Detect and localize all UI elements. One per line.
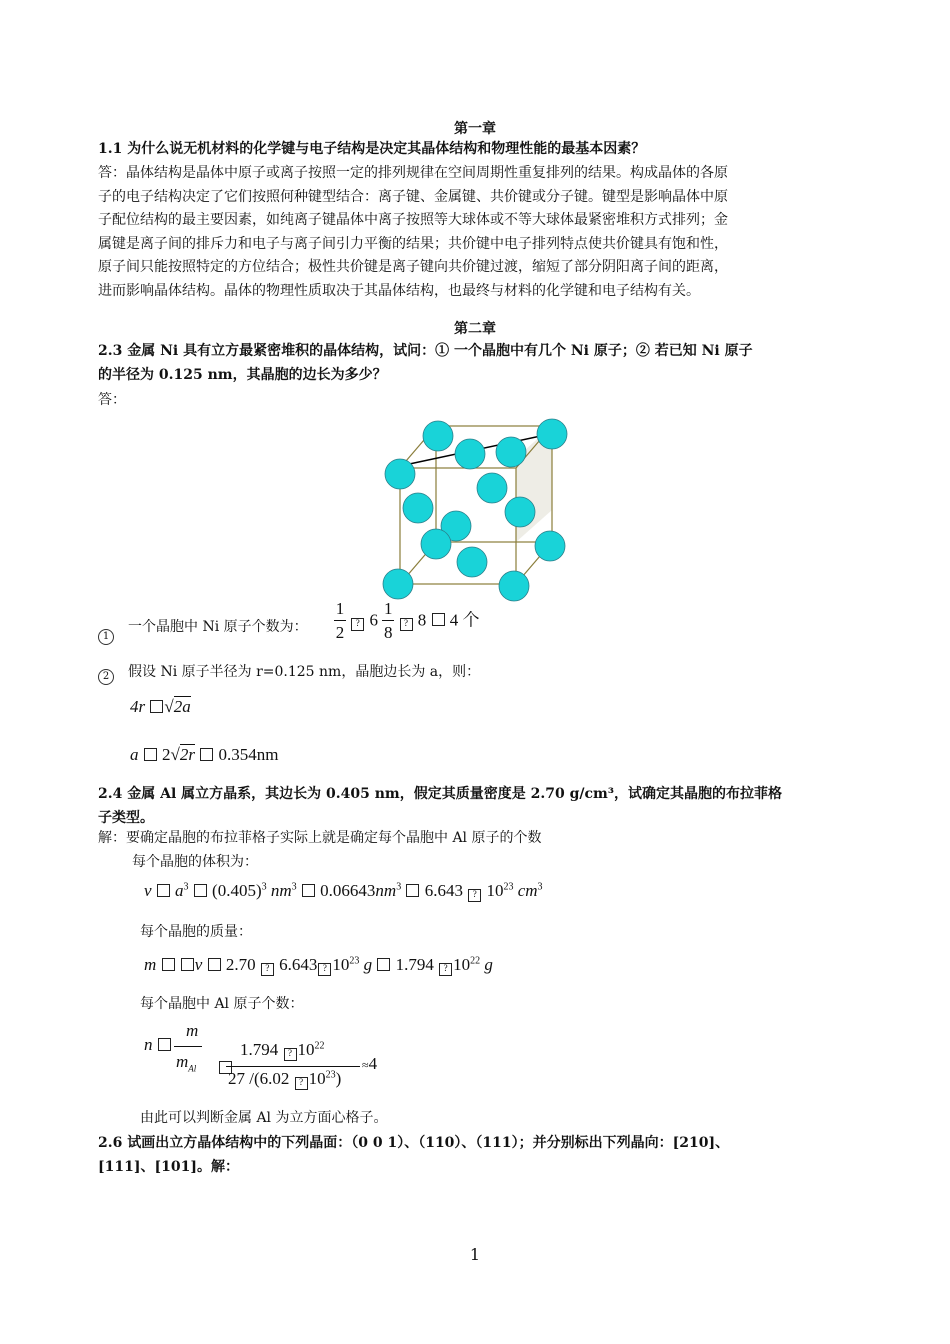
circle-number-1: 1 <box>98 629 114 645</box>
numerator: 1 <box>384 599 393 618</box>
equation-term: 10 <box>308 1069 326 1088</box>
unknown-glyph-icon: ? <box>400 618 413 631</box>
equation-term: n <box>144 1035 153 1054</box>
count-frac2-denominator: 27 /(6.02 ? $10^{23}$) <box>228 1069 342 1088</box>
unknown-glyph-icon: ? <box>351 618 364 631</box>
equation-term: a <box>130 745 139 764</box>
unit: cm <box>517 881 538 900</box>
answer-line: 子配位结构的最主要因素，如纯离子键晶体中离子按照等大球体或不等大球体最紧密堆积方式排列；金 <box>98 212 728 229</box>
ni-atom <box>499 571 529 601</box>
equals-glyph-icon <box>208 958 221 971</box>
answer-1-1 <box>98 162 858 304</box>
question-line: [111]、[101]。解： <box>98 1159 239 1175</box>
numerator: 1 <box>335 599 345 618</box>
equation-term: 6 <box>369 610 378 630</box>
unknown-glyph-icon: ? <box>468 889 481 902</box>
ni-atom <box>423 421 453 451</box>
answer-line: 原子间只能按照特定的方位结合；极性共价键是离子键向共价键过渡，缩短了部分阴阳离子间的距离， <box>98 259 728 276</box>
ni-atom <box>496 437 526 467</box>
question-2-3 <box>98 339 858 387</box>
equation-term: (0.405) <box>212 881 262 900</box>
mass-equation <box>144 955 493 976</box>
count-frac2-numerator <box>240 1040 325 1061</box>
ni-atom <box>535 531 565 561</box>
circle-number-2: 2 <box>98 669 114 685</box>
equation-result: 0.354nm <box>218 745 279 764</box>
fcc-unit-cell-figure <box>380 412 580 602</box>
question-line: 的半径为 0.125 nm，其晶胞的边长为多少？ <box>98 367 387 383</box>
equation-term: 1.794 <box>395 955 434 974</box>
unit: nm <box>375 881 397 900</box>
unit: g <box>363 955 373 974</box>
ni-atom <box>477 473 507 503</box>
equals-glyph-icon <box>194 884 207 897</box>
ni-atom <box>457 547 487 577</box>
chapter-1-heading: 第一章 <box>454 121 496 137</box>
unknown-glyph-icon: ? <box>439 963 452 976</box>
fraction-bar <box>174 1046 202 1047</box>
circled-mark-1 <box>98 624 114 645</box>
equation-term: a <box>175 881 184 900</box>
equation-result: 4 个 <box>449 610 480 630</box>
answer-line: 属键是离子间的排斥力和电子与离子间引力平衡的结果；共价键中电子排列特点使共价键具有饱和性， <box>98 235 728 252</box>
item-1-equation <box>334 598 480 645</box>
answer-line: 答：晶体结构是晶体中原子或离子按照一定的排列规律在空间周期性重复排列的结果。构成晶体的各原 <box>98 165 728 181</box>
equation-term: v <box>144 881 152 900</box>
conclusion-text: 由此可以判断金属 Al 为立方面心格子。 <box>140 1110 388 1126</box>
count-equation-lhs <box>144 1035 172 1055</box>
equation-term: m <box>186 1021 199 1040</box>
equation-term: m <box>176 1052 189 1071</box>
ni-atom <box>537 419 567 449</box>
equation-term: m <box>144 955 157 974</box>
equals-glyph-icon <box>200 748 213 761</box>
exponent: 23 <box>349 955 360 967</box>
question-line: 2.6 试画出立方晶体结构中的下列晶面：（0 0 1）、（110）、（111）；并分别标出下列晶向：[210]、 <box>98 1135 730 1151</box>
equation-term: v <box>194 955 203 974</box>
unit: g <box>484 955 493 974</box>
fraction-bar <box>226 1066 360 1067</box>
exponent: 22 <box>314 1040 325 1052</box>
unit: nm <box>270 881 292 900</box>
volume-label: 每个晶胞的体积为： <box>132 854 258 870</box>
circled-mark-2 <box>98 664 114 685</box>
fraction-one-eighth <box>382 598 394 645</box>
equation-4r: 4r √2a <box>130 697 191 716</box>
chapter-2-heading: 第二章 <box>454 321 496 337</box>
ni-atom <box>505 497 535 527</box>
equals-glyph-icon <box>144 748 157 761</box>
ni-atom <box>385 459 415 489</box>
denominator: 8 <box>384 623 393 642</box>
equation-term: 2r <box>179 745 195 764</box>
equals-glyph-icon <box>406 884 419 897</box>
equation-term: 6.643 <box>424 881 463 900</box>
mass-label: 每个晶胞的质量： <box>140 924 252 940</box>
unknown-glyph-icon: ? <box>284 1048 297 1061</box>
ni-atom <box>455 439 485 469</box>
equation-term: 27 /(6.02 <box>228 1069 290 1088</box>
subscript: Al <box>188 1063 197 1074</box>
equation-term: 4r <box>130 697 146 716</box>
equation-term: 2 <box>162 745 171 764</box>
equation-term: 1.794 <box>240 1040 279 1059</box>
equals-glyph-icon <box>158 1038 171 1051</box>
denominator: 2 <box>335 623 345 642</box>
equation-term: 10 <box>486 881 504 900</box>
question-2-6 <box>98 1131 858 1179</box>
equation-term: 0.06643 <box>320 881 376 900</box>
question-1-1: 1.1 为什么说无机材料的化学键与电子结构是决定其晶体结构和物理性能的最基本因素？ <box>98 141 646 157</box>
equation-term: 2.70 <box>225 955 256 974</box>
equals-glyph-icon <box>432 613 445 626</box>
item-1-text: 一个晶胞中 Ni 原子个数为： <box>128 619 308 635</box>
answer-line: 进而影响晶体结构。晶体的物理性质取决于其晶体结构，也最终与材料的化学键和电子结构有关。 <box>98 282 700 299</box>
exponent: 23 <box>325 1069 336 1081</box>
answer-label: 答： <box>98 392 126 408</box>
equals-glyph-icon <box>157 884 170 897</box>
count-label: 每个晶胞中 Al 原子个数： <box>140 996 304 1012</box>
equation-result: 4 <box>368 1054 378 1073</box>
count-frac-numerator <box>186 1021 198 1041</box>
ni-atom <box>421 529 451 559</box>
answer-2-4-intro: 解：要确定晶胞的布拉菲格子实际上就是确定每个晶胞中 Al 原子的个数 <box>98 830 542 846</box>
equals-glyph-icon <box>162 958 175 971</box>
equation-term: 6.643 <box>279 955 318 974</box>
question-line: 2.3 金属 Ni 具有立方最紧密堆积的晶体结构，试问：① 一个晶胞中有几个 Ni 原子；② 若已知 Ni 原子 <box>98 343 753 359</box>
exponent: 22 <box>470 955 481 967</box>
equation-term: 10 <box>453 955 471 974</box>
unknown-glyph-icon: ? <box>318 963 331 976</box>
ni-atom <box>383 569 413 599</box>
ni-atom <box>403 493 433 523</box>
fraction-one-half <box>334 598 346 645</box>
equals-glyph-icon <box>302 884 315 897</box>
count-equation-result: ≈4 <box>362 1054 378 1073</box>
equation-a: a 2√2r 0.354nm <box>130 745 279 764</box>
equals-glyph-icon <box>377 958 390 971</box>
equation-term: 2a <box>173 697 191 716</box>
question-line: 子类型。 <box>98 810 154 826</box>
question-2-4 <box>98 782 858 830</box>
page-number: 1 <box>469 1245 481 1264</box>
equation-term: 10 <box>332 955 350 974</box>
count-frac-denominator <box>176 1052 196 1073</box>
unknown-glyph-icon: ? <box>295 1077 308 1090</box>
unknown-glyph-icon: ? <box>261 963 274 976</box>
exponent: 23 <box>503 881 514 893</box>
equation-term: 8 <box>417 610 427 630</box>
volume-equation: v $a^3$ $(0.405)^3$ $nm^3$ $0.06643nm^3$ 6.643 ? $10^{23}$ $cm^3$ <box>144 881 543 900</box>
answer-line: 子的电子结构决定了它们按照何种键型结合：离子键、金属键、共价键或分子键。键型是影响晶体中原 <box>98 188 728 205</box>
question-line: 2.4 金属 Al 属立方晶系，其边长为 0.405 nm，假定其质量密度是 2.70 g/cm³，试确定其晶胞的布拉菲格 <box>98 786 782 802</box>
item-2-text: 假设 Ni 原子半径为 r=0.125 nm，晶胞边长为 a，则： <box>128 664 481 680</box>
rho-glyph-icon <box>181 958 194 971</box>
equation-term: 10 <box>297 1040 315 1059</box>
equals-glyph-icon <box>150 700 163 713</box>
